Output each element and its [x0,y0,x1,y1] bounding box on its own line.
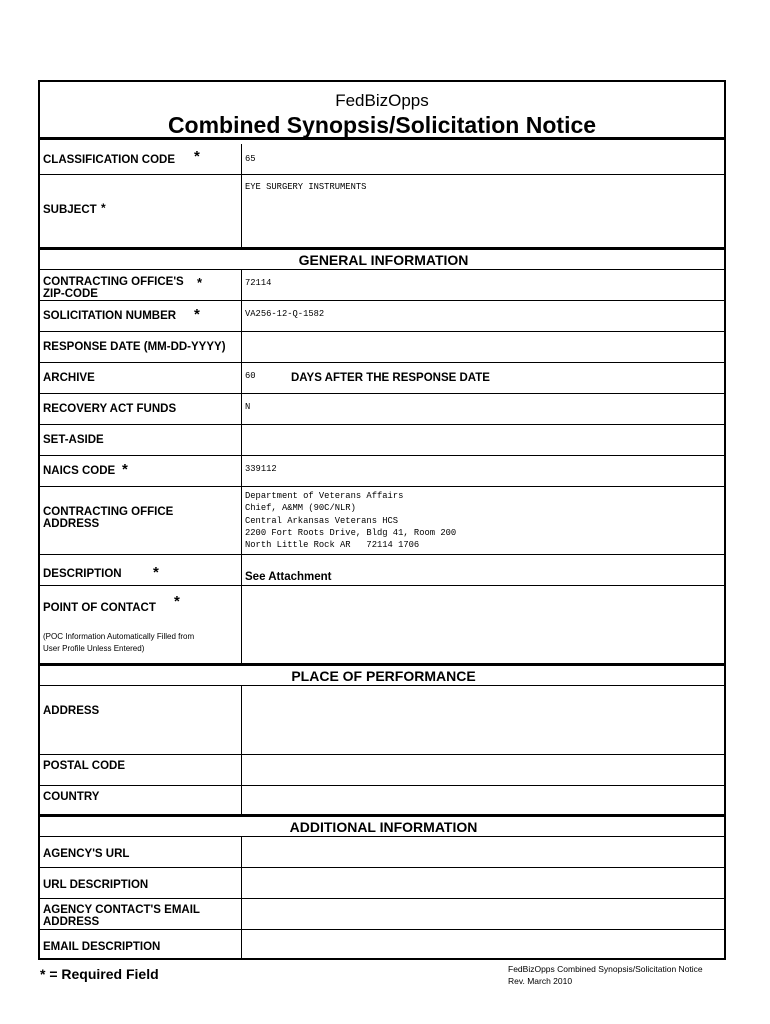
divider [40,486,724,487]
office-address-field[interactable]: Department of Veterans Affairs Chief, A&MM (90C/NLR) Central Arkansas Veterans HCS 2200 Fort Roots Drive, Bldg 41, Room 200 North Little Rock AR 72114 1706 [245,491,457,551]
postal-code-label: POSTAL CODE [43,760,125,772]
divider [40,898,724,899]
divider [40,455,724,456]
solicitation-form [38,80,726,960]
classification-code-field[interactable]: 65 [245,154,256,164]
solicitation-number-label: SOLICITATION NUMBER [43,310,177,322]
divider [40,867,724,868]
required-star: * [101,201,106,215]
form-revision: Rev. March 2010 [508,976,573,986]
column-divider [241,144,242,247]
divider [40,331,724,332]
naics-code-field[interactable]: 339112 [245,464,277,474]
zip-code-field[interactable]: 72114 [245,278,272,288]
divider [40,814,724,817]
divider [40,393,724,394]
subject-label: SUBJECT [43,204,97,216]
form-name: FedBizOpps Combined Synopsis/Solicitation Notice [508,964,703,974]
required-star: * [194,306,200,323]
divider [40,174,724,175]
form-subtitle: FedBizOpps [335,91,429,110]
column-divider [241,269,242,663]
subject-field[interactable]: EYE SURGERY INSTRUMENTS [245,182,367,192]
required-star: * [122,461,128,478]
response-date-label: RESPONSE DATE (MM-DD-YYYY) [43,341,226,353]
email-description-label: EMAIL DESCRIPTION [43,941,161,953]
section-place-of-performance: PLACE OF PERFORMANCE [291,668,476,684]
form-title: Combined Synopsis/Solicitation Notice [167,112,597,138]
section-general-information: GENERAL INFORMATION [298,252,469,268]
divider [40,137,724,140]
poc-note: (POC Information Automatically Filled from User Profile Unless Entered) [43,632,195,653]
agency-email-label: AGENCY CONTACT'S EMAIL ADDRESS [43,904,200,928]
url-description-label: URL DESCRIPTION [43,879,149,891]
required-field-note: * = Required Field [40,966,159,982]
divider [40,247,724,250]
country-label: COUNTRY [43,791,100,803]
recovery-act-field[interactable]: N [245,402,251,412]
naics-code-label: NAICS CODE [43,465,116,477]
divider [40,269,724,270]
description-field[interactable]: See Attachment [245,571,332,583]
divider [40,585,724,586]
divider [40,836,724,837]
column-divider [241,685,242,814]
divider [40,424,724,425]
description-label: DESCRIPTION [43,568,122,580]
archive-days-field[interactable]: 60 [245,371,256,381]
column-divider [241,836,242,960]
divider [40,554,724,555]
classification-code-label: CLASSIFICATION CODE [43,154,176,166]
zip-code-label: CONTRACTING OFFICE'S ZIP-CODE [43,276,184,300]
office-address-label: CONTRACTING OFFICE ADDRESS [43,506,174,530]
point-of-contact-label: POINT OF CONTACT [43,602,156,614]
required-star: * [197,275,203,290]
divider [40,754,724,755]
divider [40,300,724,301]
solicitation-number-field[interactable]: VA256-12-Q-1582 [245,309,325,319]
archive-suffix-text: DAYS AFTER THE RESPONSE DATE [291,372,490,384]
divider [40,663,724,666]
divider [40,685,724,686]
divider [40,785,724,786]
divider [40,929,724,930]
divider [40,362,724,363]
form-footer [508,963,703,987]
form-header [40,82,724,139]
archive-label: ARCHIVE [43,372,95,384]
set-aside-label: SET-ASIDE [43,434,104,446]
required-star: * [174,593,180,610]
recovery-act-label: RECOVERY ACT FUNDS [43,403,177,415]
pop-address-label: ADDRESS [43,705,100,717]
section-additional-information: ADDITIONAL INFORMATION [289,819,478,835]
required-star: * [153,564,159,581]
agency-url-label: AGENCY'S URL [43,848,130,860]
required-star: * [194,148,200,165]
